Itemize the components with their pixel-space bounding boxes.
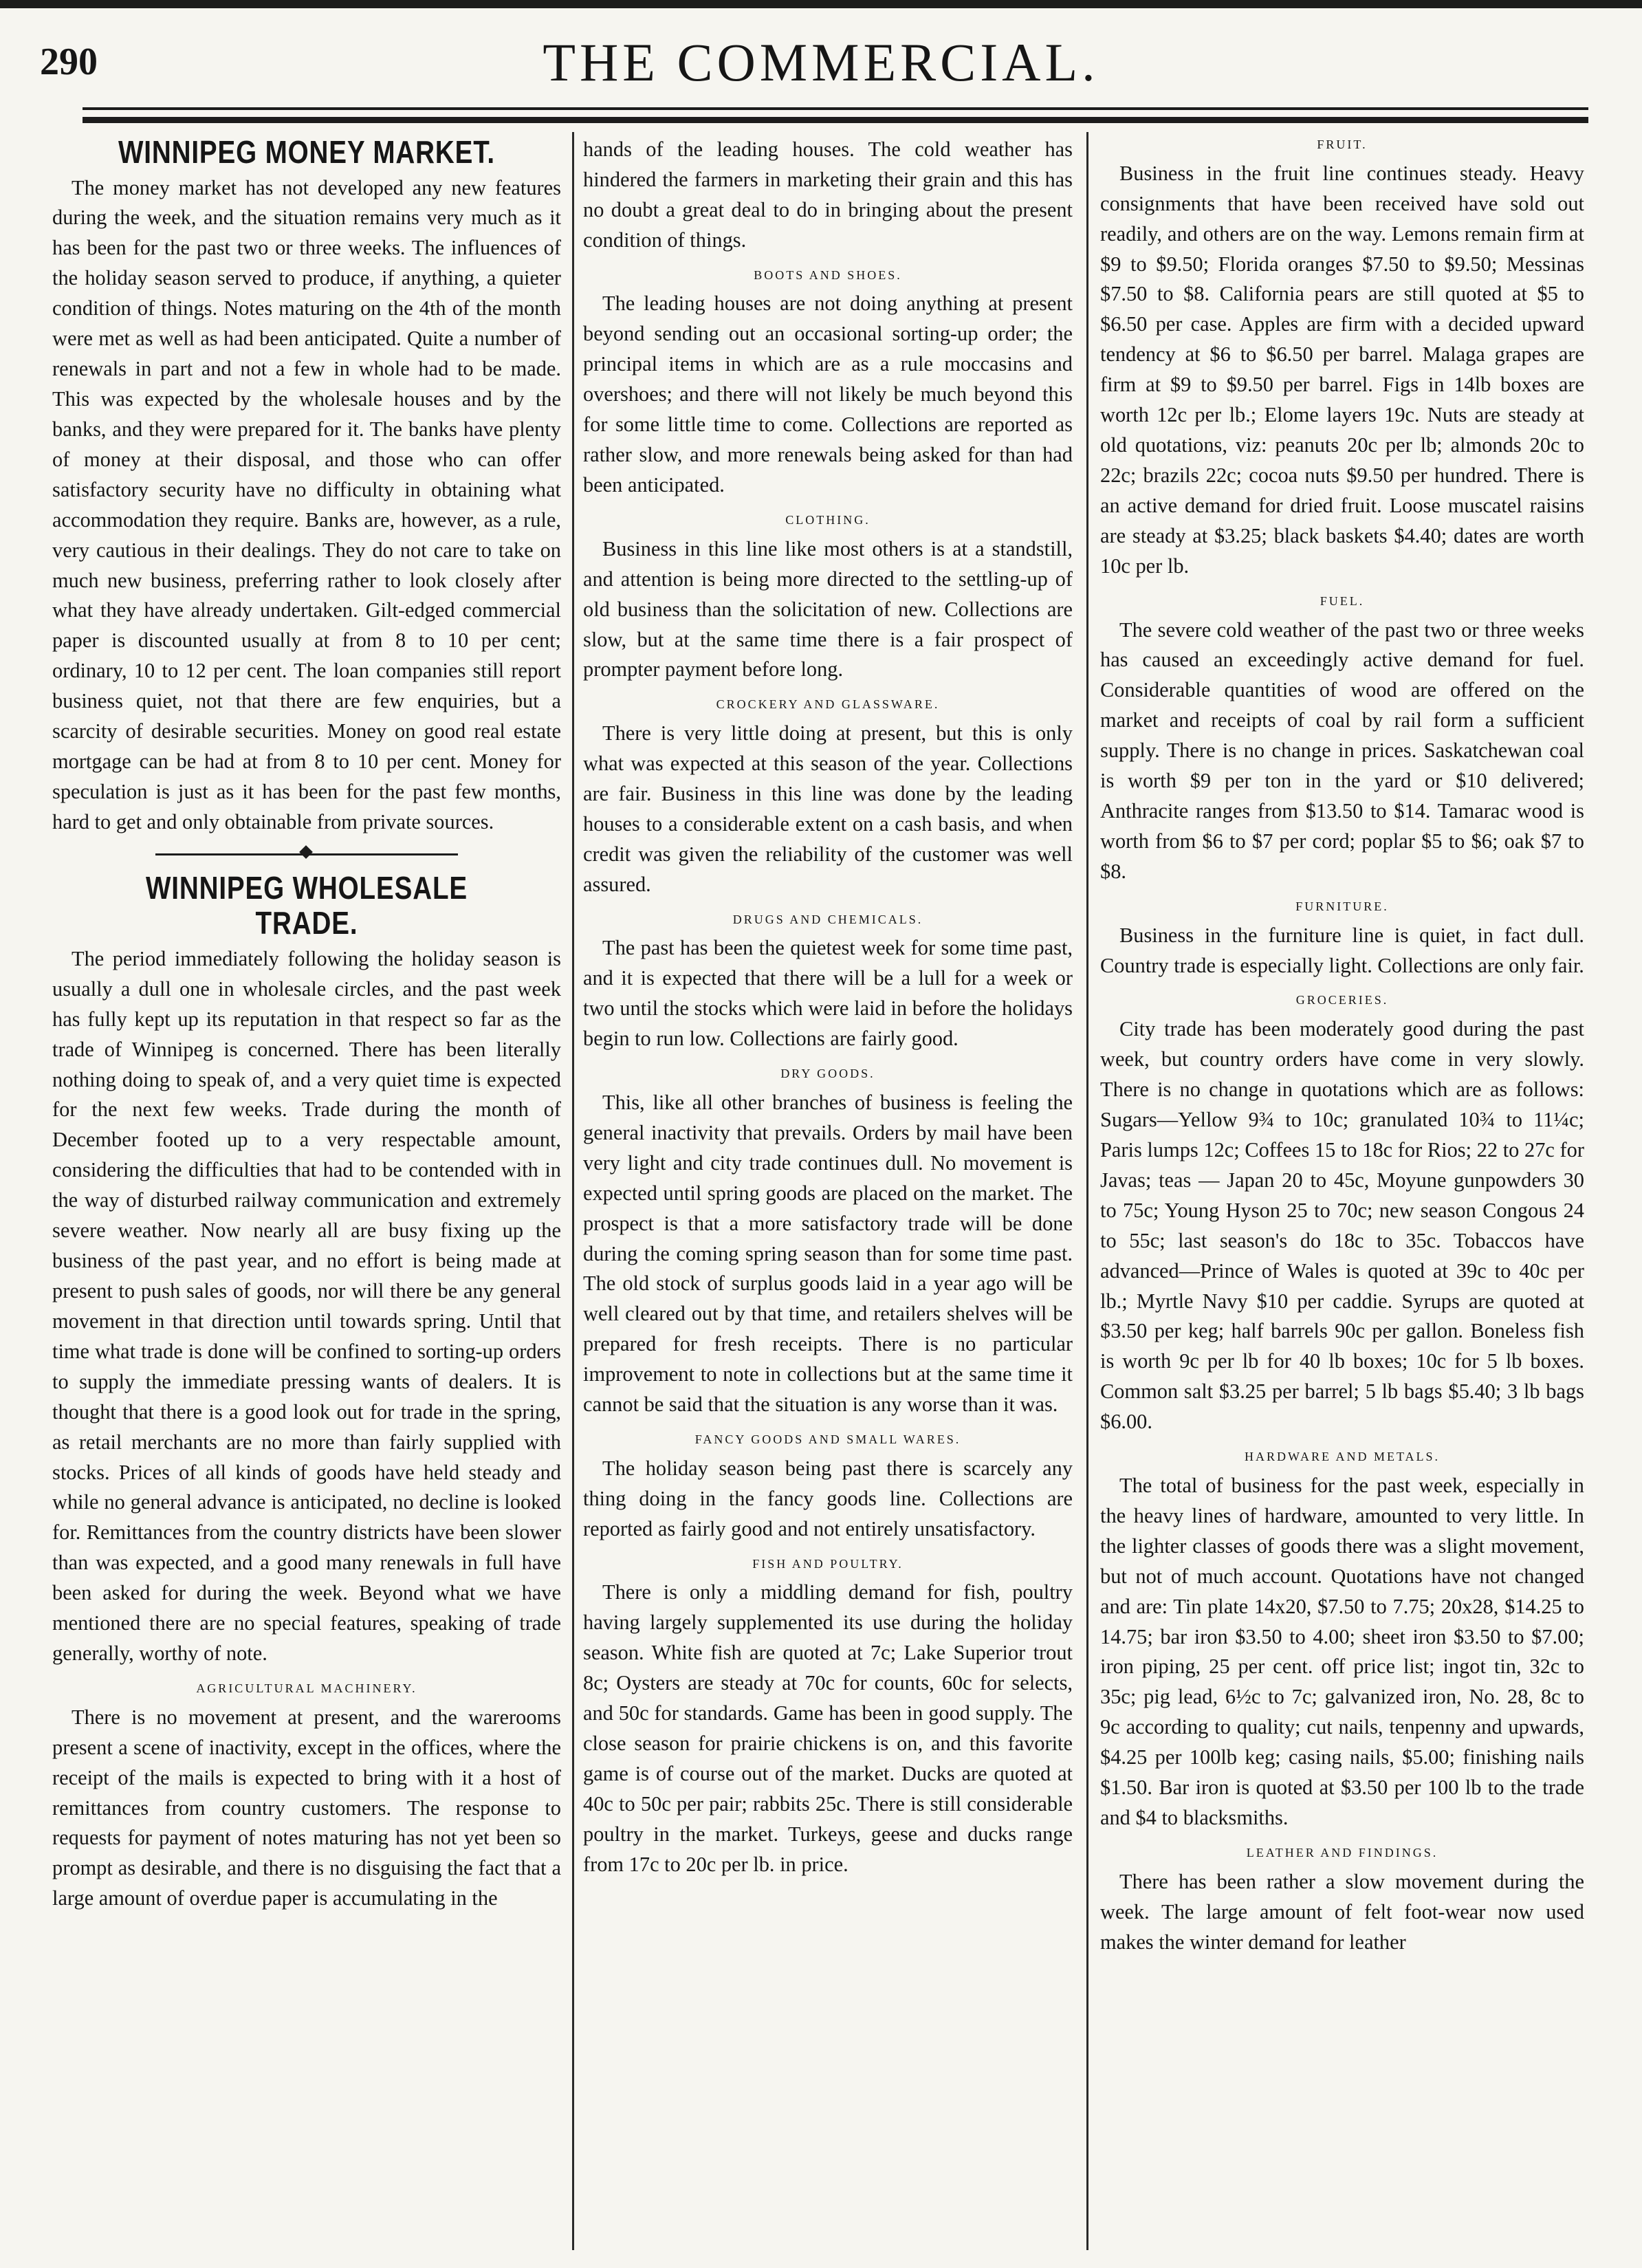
page-number: 290 bbox=[40, 41, 98, 83]
groceries-heading: GROCERIES. bbox=[1295, 993, 1389, 1007]
furniture-body: Business in the furniture line is quiet, in fact dull. Country trade is especially light. Collections are only fair. bbox=[1100, 923, 1584, 977]
divider-diamond-ornament bbox=[299, 845, 313, 859]
money-market-title: WINNIPEG MONEY MARKET. bbox=[118, 135, 496, 170]
agricultural-machinery-continued: hands of the leading houses. The cold weather has hindered the farmers in marketing their grain and this has no doubt a great deal to do in bringing about the present condition of things. bbox=[583, 138, 1073, 252]
clothing-heading: CLOTHING. bbox=[785, 512, 871, 527]
boots-shoes-heading: BOOTS AND SHOES. bbox=[754, 268, 902, 282]
crockery-glassware-body: There is very little doing at present, but this is only what was expected at this season of the year. Collections are fair. Business in this line was done by the leading houses to a considerable extent on a cash basis, and when credit was given the reliability of the customer was well assured. bbox=[583, 721, 1073, 896]
column-2 bbox=[583, 135, 1073, 2260]
hardware-metals-body: The total of business for the past week, especially in the heavy lines of hardware, amounted to very little. In the lighter classes of goods there was a slight movement, but not of much account. Quotations have not changed and are: Tin plate 14x20, $7.50 to 7.75; 20x28, $14.25 to 14.75; bar iron $3.50 to 4.00; sheet iron $3.50 to $7.00; iron piping, 25 per cent. off price list; ingot tin, 32c to 35c; pig lead, 6½c to 7c; galvanized iron, No. 28, 8c to 9c according to quality; cut nails, tenpenny and upwards, $4.25 per 100lb keg; casing nails, $5.00; finishing nails $1.50. Bar iron is quoted at $3.50 per 100 lb to the trade and $4 to blacksmiths. bbox=[1100, 1473, 1584, 1830]
fancy-goods-heading: FANCY GOODS AND SMALL WARES. bbox=[694, 1432, 961, 1447]
agricultural-machinery-body: There is no movement at present, and the warerooms present a scene of inactivity, except in the offices, where the receipt of the mails is expected to bring with it a host of remittances from country customers. The response to requests for payment of notes maturing has not yet been so prompt as desirable, and there is no disguising the fact that a large amount of overdue paper is accumulating in the bbox=[52, 1705, 561, 1910]
fuel-body: The severe cold weather of the past two or three weeks has caused an exceedingly active demand for fuel. Considerable quantities of wood are offered on the market and receipts of coal by rail form a sufficient supply. There is no change in prices. Saskatchewan coal is worth $9 per ton in the yard or $10 delivered; Anthracite ranges from $13.50 to $14. Tamarac wood is worth from $6 to $7 per cord; poplar $5 to $6; oak $7 to $8. bbox=[1100, 618, 1584, 883]
dry-goods-body: This, like all other branches of business is feeling the general inactivity that prevails. Orders by mail have been very light and city trade continues dull. No movement is expected until spring goods are placed on the market. The prospect is that a more satisfactory trade will be done during the coming spring season than for some time past. The old stock of surplus goods laid in a year ago will be well cleared out by that time, and retailers shelves will be prepared for fresh receipts. There is no particular improvement to note in collections but at the same time it cannot be said that the situation is any worse than it was. bbox=[583, 1090, 1073, 1417]
masthead-thin-rule bbox=[83, 107, 1588, 110]
fruit-heading: FRUIT. bbox=[1317, 138, 1368, 151]
fruit-body: Business in the fruit line continues steady. Heavy consignments that have been received have sold out readily, and others are on the way. Lemons remain firm at $9 to $9.50; Florida oranges $7.50 to $9.50; Messinas $7.50 to $8. California pears are still quoted at $5 to $6.50 per case. Apples are firm with a decided upward tendency at $6 to $6.50 per barrel. Malaga grapes are firm at $9 to $9.50 per barrel. Figs in 14lb boxes are worth 12c per lb.; Elome layers 19c. Nuts are steady at old quotations, viz: peanuts 20c per lb; almonds 20c to 22c; brazils 22c; cocoa nuts $9.50 per hundred. There is an active demand for dried fruit. Loose muscatel raisins are steady at $3.25; black baskets $4.40; dates are worth 10c per lb. bbox=[1100, 161, 1584, 578]
clothing-body: Business in this line like most others is at a standstill, and attention is being more directed to the settling-up of old business than the solicitation of new. Collections are slow, but at the same time there is a fair prospect of prompter payment before long. bbox=[583, 536, 1073, 682]
boots-shoes-body: The leading houses are not doing anything at present beyond sending out an occasional sorting-up order; the principal items in which are as a rule moccasins and overshoes; and there will not likely be much beyond this for some little time to come. Collections are reported as rather slow, and more renewals being asked for than had been anticipated. bbox=[583, 292, 1073, 497]
wholesale-trade-title: WINNIPEG WHOLESALE TRADE. bbox=[145, 869, 468, 941]
section-divider bbox=[52, 844, 561, 864]
leather-findings-body: There has been rather a slow movement during the week. The large amount of felt foot-wear now used makes the winter demand for leather bbox=[1100, 1869, 1584, 1954]
hardware-metals-heading: HARDWARE AND METALS. bbox=[1244, 1450, 1441, 1464]
fuel-heading: FUEL. bbox=[1320, 593, 1365, 608]
drugs-chemicals-body: The past has been the quietest week for some time past, and it is expected that there will be a lull for a week or two until the stocks which were laid in before the holidays begin to run low. Collections are fairly good. bbox=[583, 936, 1073, 1051]
groceries-body: City trade has been moderately good during the past week, but country orders have come in very slowly. There is no change in quotations which are as follows: Sugars—Yellow 9¾ to 10c; granulated 10¾ to 11¼c; Paris lumps 12c; Coffees 15 to 18c for Rios; 22 to 27c for Javas; teas — Japan 20 to 45c, Moyune gunpowders 30 to 75c; Young Hyson 25 to 70c; new season Congous 24 to 55c; last season's do 18c to 35c. Tobaccos have advanced—Prince of Wales is quoted at 39c to 40c per lb.; Myrtle Navy $10 per caddie. Syrups are quoted at $3.50 per keg; half barrels 90c per gallon. Boneless fish is worth 9c per lb for 40 lb boxes; 10c for 5 lb boxes. Common salt $3.25 per barrel; 5 lb bags $5.40; 3 lb bags $6.00. bbox=[1100, 1017, 1584, 1434]
fish-poultry-body: There is only a middling demand for fish, poultry having largely supplemented its use during the holiday season. White fish are quoted at 7c; Lake Superior trout 8c; Oysters are steady at 70c for counts, 60c for selects, and 50c for standards. Game has been in good supply. The close season for prairie chickens is on, and this favorite game is of course out of the market. Ducks are quoted at 40c to 50c per pair; rabbits 25c. There is still considerable poultry in the market. Turkeys, geese and ducks range from 17c to 20c per lb. in price. bbox=[583, 1580, 1073, 1876]
dry-goods-heading: DRY GOODS. bbox=[780, 1067, 875, 1081]
column-3 bbox=[1100, 135, 1584, 2260]
masthead-title: THE COMMERCIAL. bbox=[543, 32, 1099, 92]
column-1 bbox=[52, 135, 561, 2260]
money-market-body: The money market has not developed any new features during the week, and the situation remains very much as it has been for the past two or three weeks. The influences of the holiday season served to produce, if anything, a quieter condition of things. Notes maturing on the 4th of the month were met as well as had been anticipated. Quite a number of renewals in part and not a few in whole had to be made. This was expected by the wholesale houses and by the banks, and they were prepared for it. The banks have plenty of money at their disposal, and those who can offer satisfactory security have no difficulty in obtaining what accommodation they require. Banks are, however, as a rule, very cautious in their dealings. They do not care to take on much new business, preferring rather to look closely after what they have already undertaken. Gilt-edged commercial paper is discounted usually at from 8 to 10 per cent; ordinary, 10 to 12 per cent. The loan companies still report business quiet, not that there are few enquiries, but a scarcity of desirable securities. Money on good real estate mortgage can be had at from 8 to 10 per cent. Money for speculation is just as it has been for the past few months, hard to get and only obtainable from private sources. bbox=[52, 175, 561, 833]
furniture-heading: FURNITURE. bbox=[1295, 899, 1389, 913]
agricultural-machinery-heading: AGRICULTURAL MACHINERY. bbox=[196, 1681, 417, 1695]
column-rule-2 bbox=[1086, 132, 1088, 2250]
fish-poultry-heading: FISH AND POULTRY. bbox=[752, 1556, 904, 1571]
column-rule-1 bbox=[572, 132, 574, 2250]
top-border-rule bbox=[0, 0, 1642, 8]
crockery-glassware-heading: CROCKERY AND GLASSWARE. bbox=[716, 697, 940, 712]
drugs-chemicals-heading: DRUGS AND CHEMICALS. bbox=[732, 912, 923, 926]
fancy-goods-body: The holiday season being past there is scarcely any thing doing in the fancy goods line. Collections are reported as fairly good and not entirely unsatisfactory. bbox=[583, 1456, 1073, 1540]
leather-findings-heading: LEATHER AND FINDINGS. bbox=[1246, 1846, 1438, 1860]
masthead-thick-rule bbox=[83, 117, 1588, 123]
wholesale-trade-body: The period immediately following the holiday season is usually a dull one in wholesale circles, and the past week has fully kept up its reputation in that respect so far as the trade of Winnipeg is concerned. There has been literally nothing doing to speak of, and a very quiet time is expected for the next few weeks. Trade during the month of December footed up to a very respectable amount, considering the difficulties that had to be contended with in the way of disturbed railway communication and extremely severe weather. Now nearly all are busy fixing up the business of the past year, and no effort is being made at present to push sales of goods, nor will there be any general movement in that direction until towards spring. Until that time what trade is done will be confined to sorting-up orders to supply the immediate pressing wants of dealers. It is thought that there is a good look out for trade in the spring, as retail merchants are no more than fairly supplied with stocks. Prices of all kinds of goods have held steady and while no general advance is anticipated, no decline is looked for. Remittances from the country districts have been slower than was expected, and a good many renewals in full have been asked for during the week. Beyond what we have mentioned there are no special features, speaking of trade generally, worthy of note. bbox=[52, 946, 561, 1666]
